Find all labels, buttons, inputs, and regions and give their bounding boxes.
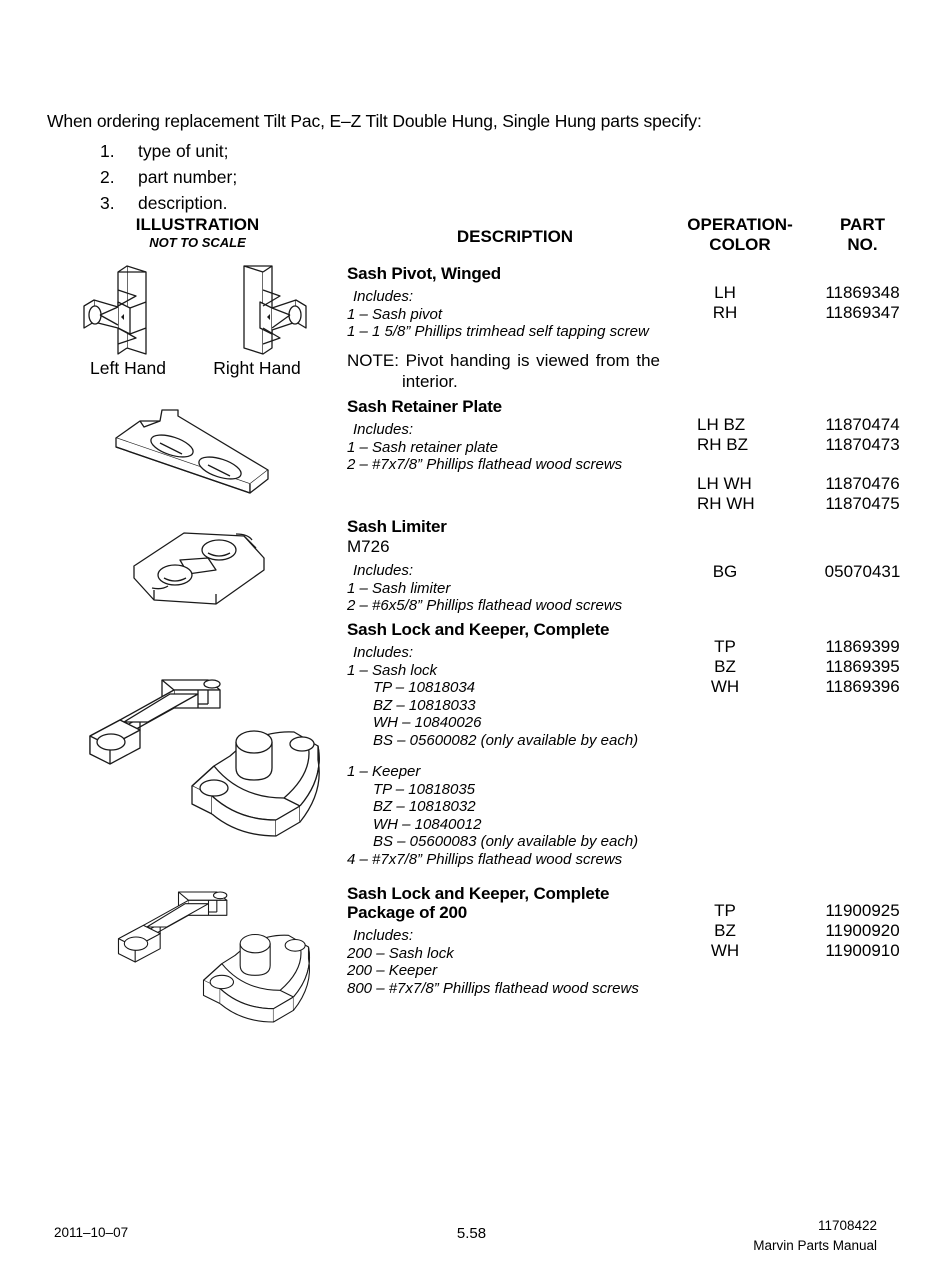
operation-color: TP — [714, 637, 736, 656]
header-part-no-line2: NO. — [847, 235, 878, 254]
operation-color: LH — [714, 283, 736, 302]
includes-item: TP – 10818035 — [373, 780, 476, 798]
includes-item: 800 – #7x7/8” Phillips flathead wood screws — [347, 979, 639, 997]
part-number: 11900910 — [825, 941, 900, 960]
includes-item: BZ – 10818033 — [373, 696, 476, 714]
table-row — [655, 435, 930, 455]
list-item-label: part number; — [138, 167, 238, 187]
part-title: Sash Lock and Keeper, Complete — [347, 620, 610, 639]
note-line-2: interior. — [402, 372, 458, 391]
illustration-sash-lock-keeper-package — [72, 882, 350, 1032]
includes-item: 2 – #7x7/8” Phillips flathead wood screws — [347, 456, 623, 473]
table-row — [655, 415, 930, 435]
illustration-sash-lock-keeper — [62, 668, 340, 848]
table-row — [655, 494, 930, 514]
table-row — [655, 283, 930, 303]
table-row — [655, 677, 930, 697]
includes-item: 1 – Sash lock — [347, 661, 438, 679]
part-number: 11869396 — [825, 677, 900, 696]
list-item-number: 3. — [100, 193, 115, 213]
footer-manual-name: Marvin Parts Manual — [753, 1238, 877, 1253]
intro-lead-text: When ordering replacement Tilt Pac, E–Z Tilt Double Hung, Single Hung parts specify: — [47, 111, 702, 131]
part-number: 11869399 — [825, 637, 900, 656]
includes-item: BZ – 10818032 — [373, 798, 476, 815]
header-operation-color-line2: COLOR — [709, 235, 771, 254]
opcolor-group-sash-lock-keeper — [655, 637, 930, 697]
description-sash-pivot — [347, 264, 677, 341]
includes-item: BS – 05600083 (only available by each) — [373, 833, 639, 850]
list-item — [47, 164, 807, 190]
operation-color: LH WH — [697, 474, 752, 493]
list-item — [47, 138, 807, 164]
operation-color: RH BZ — [697, 435, 748, 454]
includes-item: 1 – Sash limiter — [347, 579, 451, 597]
part-title: Sash Limiter — [347, 517, 447, 536]
footer-revision-date: 2011–10–07 — [54, 1225, 129, 1240]
list-item — [47, 190, 807, 216]
includes-label: Includes: — [353, 927, 414, 944]
table-row — [655, 921, 930, 941]
operation-color: RH — [712, 303, 738, 322]
table-row — [655, 474, 930, 494]
part-title: Sash Retainer Plate — [347, 397, 502, 416]
header-operation-color-line1: OPERATION- — [687, 215, 793, 234]
part-title-line2: Package of 200 — [347, 903, 468, 922]
table-row — [655, 303, 930, 323]
operation-color: BG — [712, 562, 738, 581]
includes-item: 1 – Keeper — [347, 763, 421, 780]
operation-color: WH — [710, 941, 740, 960]
note-line-1: NOTE: Pivot handing is viewed from the — [347, 351, 660, 370]
includes-item: WH – 10840012 — [373, 815, 482, 833]
header-description: DESCRIPTION — [456, 227, 574, 246]
illustration-sash-pivot-right — [212, 262, 312, 357]
opcolor-group-sash-limiter — [655, 562, 930, 582]
illustration-sash-limiter — [126, 528, 276, 606]
part-number: 11869395 — [825, 657, 900, 676]
includes-item: 1 – 1 5/8” Phillips trimhead self tapping screw — [347, 323, 649, 340]
table-row — [655, 941, 930, 961]
part-number: 11900925 — [825, 901, 900, 920]
description-sash-retainer-plate — [347, 397, 677, 474]
label-left-hand: Left Hand — [90, 358, 166, 378]
table-row — [655, 562, 930, 582]
description-sash-lock-keeper — [347, 620, 677, 868]
operation-color: LH BZ — [697, 415, 746, 434]
includes-label: Includes: — [353, 562, 414, 579]
label-right-hand: Right Hand — [213, 358, 301, 378]
part-number: 11900920 — [825, 921, 900, 940]
part-number: 05070431 — [824, 562, 901, 581]
part-title: Sash Lock and Keeper, Complete — [347, 884, 610, 903]
description-sash-limiter — [347, 517, 677, 615]
table-column-headers — [0, 215, 943, 255]
includes-label: Includes: — [353, 421, 414, 438]
part-number: 11870474 — [825, 415, 900, 434]
opcolor-group-sash-lock-keeper-package — [655, 901, 930, 961]
list-item-number: 1. — [100, 141, 115, 161]
part-number: 11870475 — [825, 494, 900, 513]
description-sash-lock-keeper-package — [347, 884, 677, 997]
header-part-no-line1: PART — [839, 215, 885, 234]
intro-section — [47, 110, 807, 216]
footer-document-code: 11708422 — [817, 1218, 877, 1233]
header-not-to-scale: NOT TO SCALE — [149, 235, 246, 250]
list-item-number: 2. — [100, 167, 115, 187]
includes-item: 200 – Keeper — [347, 962, 438, 979]
includes-item: 200 – Sash lock — [347, 944, 454, 962]
footer-page-number: 5.58 — [456, 1225, 487, 1242]
part-title: Sash Pivot, Winged — [347, 264, 501, 283]
row-spacer — [655, 455, 930, 474]
list-item-label: type of unit; — [138, 141, 229, 161]
operation-color: BZ — [714, 921, 736, 940]
operation-color: BZ — [714, 657, 736, 676]
illustration-sash-pivot-left — [78, 262, 178, 357]
header-illustration: ILLUSTRATION — [135, 215, 260, 234]
includes-item: WH – 10840026 — [373, 714, 482, 731]
table-row — [655, 901, 930, 921]
operation-color: RH WH — [697, 494, 755, 513]
opcolor-group-sash-pivot — [655, 283, 930, 323]
part-number: 11869348 — [825, 283, 900, 302]
opcolor-group-sash-retainer-plate — [655, 415, 930, 514]
includes-item: BS – 05600082 (only available by each) — [373, 731, 639, 749]
includes-item: 4 – #7x7/8” Phillips flathead wood screws — [347, 850, 623, 868]
note-pivot-handing — [347, 350, 660, 392]
part-number: 11870473 — [825, 435, 900, 454]
includes-label: Includes: — [353, 644, 414, 661]
illustration-sash-retainer-plate — [100, 398, 295, 506]
intro-ordered-list — [47, 138, 807, 216]
operation-color: TP — [714, 901, 736, 920]
includes-item: 1 – Sash pivot — [347, 305, 443, 323]
includes-item: 2 – #6x5/8” Phillips flathead wood screws — [347, 597, 623, 614]
includes-item: 1 – Sash retainer plate — [347, 438, 498, 456]
table-row — [655, 637, 930, 657]
part-number: 11870476 — [825, 474, 900, 493]
table-row — [655, 657, 930, 677]
operation-color: WH — [710, 677, 740, 696]
list-item-label: description. — [138, 193, 228, 213]
part-subtitle-model: M726 — [347, 537, 390, 556]
part-number: 11869347 — [825, 303, 900, 322]
includes-label: Includes: — [353, 288, 414, 305]
includes-item: TP – 10818034 — [373, 679, 476, 696]
